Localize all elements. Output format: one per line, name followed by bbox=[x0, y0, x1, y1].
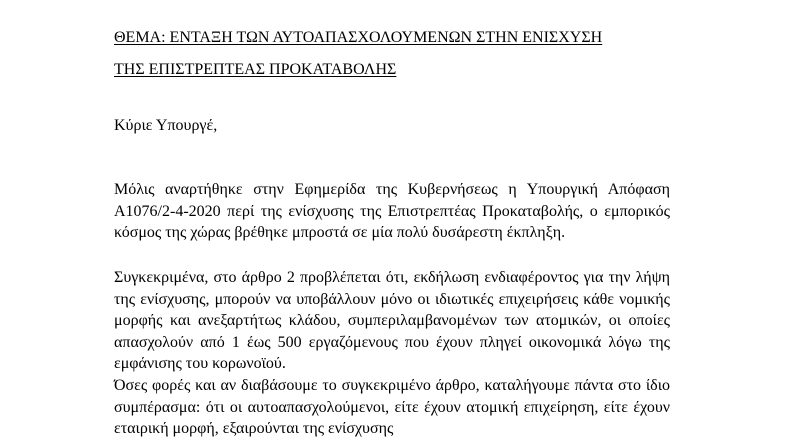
salutation: Κύριε Υπουργέ, bbox=[114, 117, 218, 134]
subject-heading bbox=[114, 22, 674, 86]
paragraph-1: Μόλις αναρτήθηκε στην Εφημερίδα της Κυβερνήσεως η Υπουργική Απόφαση Α1076/2-4-2020 περί της ενίσχυσης της Επιστρεπτέας Προκαταβολής, ο εμπορικός κόσμος της χώρας βρέθηκε μπροστά σε μία πολύ δυσάρεστη έκπληξη. bbox=[114, 181, 670, 241]
paragraph-3: Όσες φορές και αν διαβάσουμε το συγκεκριμένο άρθρο, καταλήγουμε πάντα στο ίδιο συμπέρασμα: ότι οι αυτοαπασχολούμενοι, είτε έχουν ατομική επιχείρηση, είτε έχουν εταιρική μορφή, εξαιρούνται της ενίσχυσης bbox=[114, 377, 670, 437]
paragraph-2: Συγκεκριμένα, στο άρθρο 2 προβλέπεται ότι, εκδήλωση ενδιαφέροντος για την λήψη της ενίσχυσης, μπορούν να υποβάλλουν μόνο οι ιδιωτικές επιχειρήσεις κάθε νομικής μορφής και ανεξαρτήτως κλάδου, συμπεριλαμβανομένων των ατομικών, οι οποίες απασχολούν από 1 έως 500 εργαζόμενους που έχουν πληγεί οικονομικά λόγω της εμφάνισης του κορωνοϊού. bbox=[114, 269, 670, 372]
subject-line-2: ΤΗΣ ΕΠΙΣΤΡΕΠΤΕΑΣ ΠΡΟΚΑΤΑΒΟΛΗΣ bbox=[114, 61, 397, 78]
subject-line-1: ΘΕΜΑ: ΕΝΤΑΞΗ ΤΩΝ ΑΥΤΟΑΠΑΣΧΟΛΟΥΜΕΝΩΝ ΣΤΗΝ ΕΝΙΣΧΥΣΗ bbox=[114, 29, 603, 46]
